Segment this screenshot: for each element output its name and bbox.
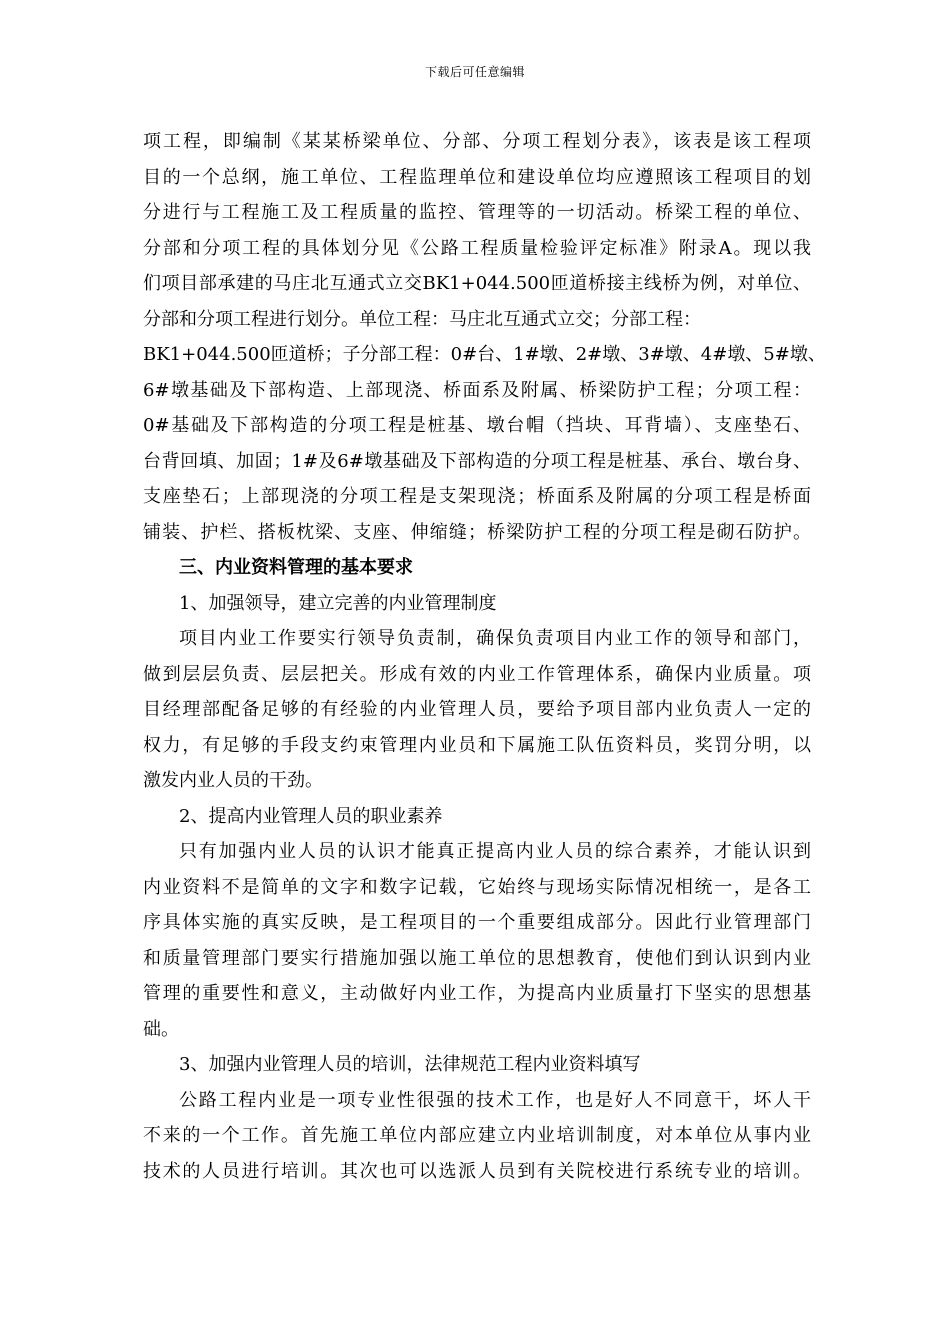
text-line: 分部和分项工程的具体划分见《公路工程质量检验评定标准》附录A。现以我 [143,237,811,259]
text-line: 和质量管理部门要实行措施加强以施工单位的思想教育，使他们到认识到内业 [143,947,811,969]
text-line: 权力，有足够的手段支约束管理内业员和下属施工队伍资料员，奖罚分明，以 [143,734,811,756]
text-line: 序具体实施的真实反映，是工程项目的一个重要组成部分。因此行业管理部门 [143,912,811,933]
text-line: 公路工程内业是一项专业性很强的技术工作，也是好人不同意干，坏人干 [179,1089,811,1111]
text-line: 管理的重要性和意义，主动做好内业工作，为提高内业质量打下坚实的思想基 [143,983,811,1004]
text-line: 做到层层负责、层层把关。形成有效的内业工作管理体系，确保内业质量。项 [143,663,811,685]
text-line: 们项目部承建的马庄北互通式立交BK1+044.500匝道桥接主线桥为例，对单位、 [143,273,811,294]
subsection-heading: 2、提高内业管理人员的职业素养 [179,805,443,827]
text-line: 激发内业人员的干劲。 [143,770,323,791]
text-line: 支座垫石；上部现浇的分项工程是支架现浇；桥面系及附属的分项工程是桥面 [143,486,811,507]
text-line: 分部和分项工程进行划分。单位工程：马庄北互通式立交；分部工程： [143,308,701,330]
subsection-heading: 1、加强领导，建立完善的内业管理制度 [179,592,497,614]
section-heading: 三、内业资料管理的基本要求 [179,557,413,578]
text-line: 项目内业工作要实行领导负责制，确保负责项目内业工作的领导和部门， [179,628,811,649]
text-line: 铺装、护栏、搭板枕梁、支座、伸缩缝；桥梁防护工程的分项工程是砌石防护。 [143,521,811,543]
text-line: 项工程，即编制《某某桥梁单位、分部、分项工程划分表》，该表是该工程项 [143,131,811,152]
text-line: 内业资料不是简单的文字和数字记载，它始终与现场实际情况相统一，是各工 [143,876,811,898]
text-line: 6#墩基础及下部构造、上部现浇、桥面系及附属、桥梁防护工程；分项工程： [143,379,811,401]
text-line: 分进行与工程施工及工程质量的监控、管理等的一切活动。桥梁工程的单位、 [143,202,811,223]
text-line: 目经理部配备足够的有经验的内业管理人员，要给予项目部内业负责人一定的 [143,699,811,720]
text-line: 0#基础及下部构造的分项工程是桩基、墩台帽（挡块、耳背墙）、支座垫石、 [143,415,811,436]
text-line: 础。 [143,1018,179,1040]
text-line: 只有加强内业人员的认识才能真正提高内业人员的综合素养，才能认识到 [179,841,811,862]
text-line: 目的一个总纲，施工单位、工程监理单位和建设单位均应遵照该工程项目的划 [143,166,811,188]
document-body [143,124,826,1189]
subsection-heading: 3、加强内业管理人员的培训，法律规范工程内业资料填写 [179,1054,641,1075]
text-line: 不来的一个工作。首先施工单位内部应建立内业培训制度，对本单位从事内业 [143,1125,811,1146]
text-line: 台背回填、加固；1#及6#墩基础及下部构造的分项工程是桩基、承台、墩台身、 [143,450,811,472]
page-header: 下载后可任意编辑 [424,65,525,79]
text-line: BK1+044.500匝道桥；子分部工程：0#台、1#墩、2#墩、3#墩、4#墩、5#墩、 [143,344,826,365]
text-line: 技术的人员进行培训。其次也可以选派人员到有关院校进行系统专业的培训。 [143,1160,811,1182]
